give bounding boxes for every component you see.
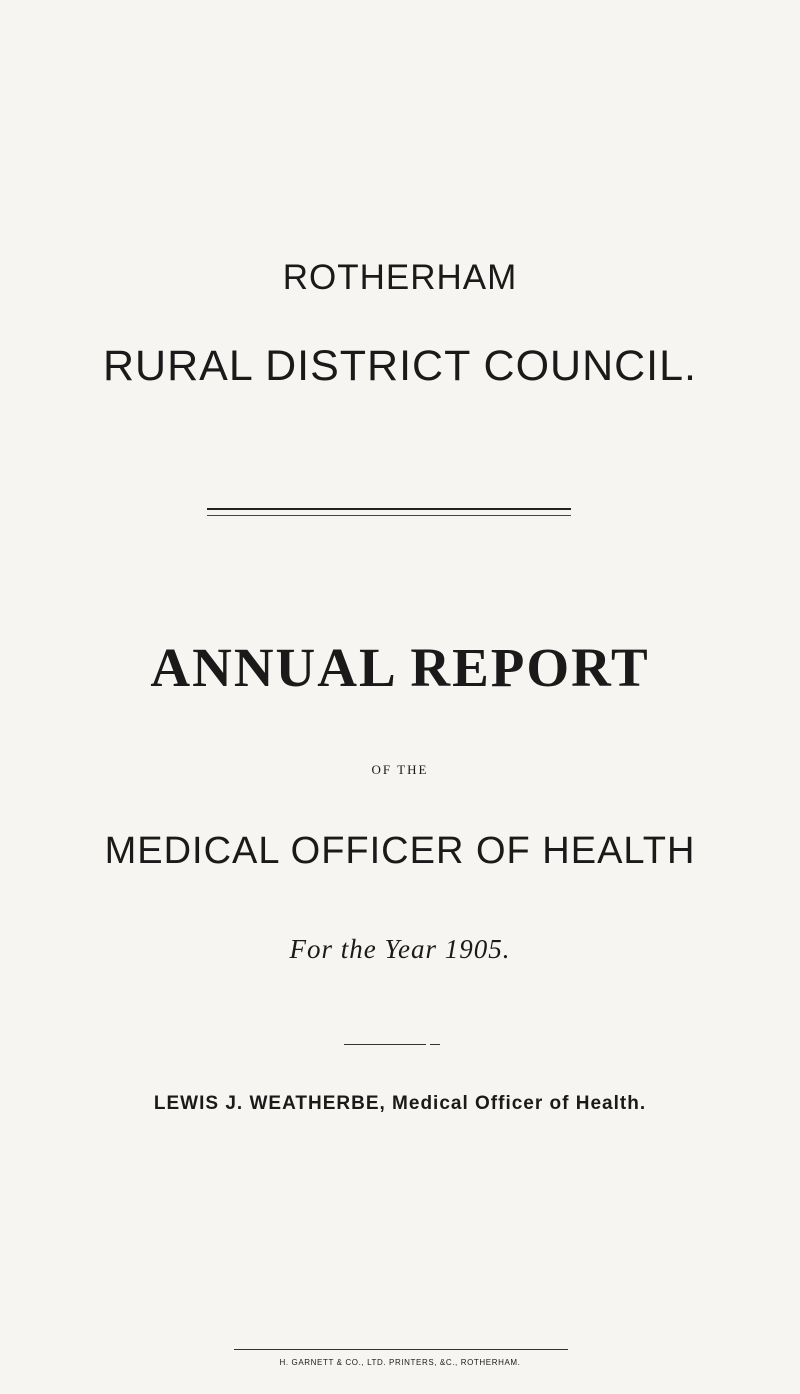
report-title: ANNUAL REPORT [150, 637, 650, 698]
short-rule [344, 1044, 426, 1045]
short-rule-tail [430, 1044, 440, 1045]
printer-imprint: H. GARNETT & CO., LTD. PRINTERS, &C., ROTHERHAM. [279, 1358, 521, 1367]
town-heading: ROTHERHAM [282, 258, 518, 297]
printer-rule [234, 1349, 568, 1350]
double-rule-top [207, 508, 571, 510]
of-the-label: OF THE [371, 762, 429, 777]
author-line: LEWIS J. WEATHERBE, Medical Officer of Health. [153, 1093, 647, 1114]
officer-title: MEDICAL OFFICER OF HEALTH [104, 830, 696, 872]
council-heading: RURAL DISTRICT COUNCIL. [102, 342, 697, 390]
double-rule-bottom [207, 515, 571, 516]
year-line: For the Year 1905. [289, 934, 511, 964]
